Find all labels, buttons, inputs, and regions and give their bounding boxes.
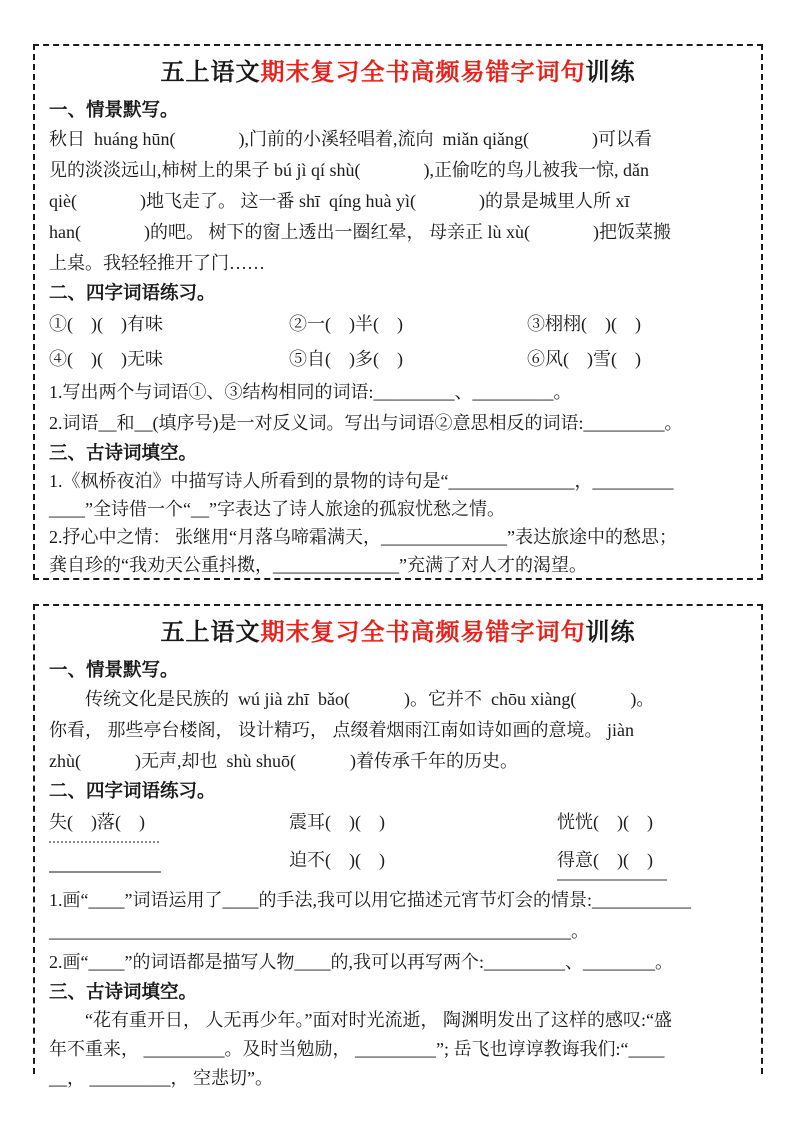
- text-line: han( )的吧。 树下的窗上透出一圈红晕， 母亲正 lù xù( )把饭菜搬: [49, 222, 671, 242]
- word-blank-item: [527, 342, 747, 377]
- text-line: 见的淡淡远山,柿树上的果子 bú jì qí shù( ),正偷吃的鸟儿被我一惊, dǎn: [49, 160, 649, 180]
- dictation-paragraph: [49, 684, 747, 777]
- question-line: 2.画“____”的词语都是描写人物____的,我可以再写两个:_________、________。: [49, 952, 673, 972]
- sheet-title: [49, 616, 747, 650]
- word-blank-text: 恍恍( )( ): [557, 812, 653, 832]
- word-blank-item: [289, 342, 527, 377]
- word-blank-text: ①( )( )有味: [49, 314, 163, 334]
- section-3-heading: 三、古诗词填空。: [49, 442, 198, 463]
- text-line: 1.《枫桥夜泊》中描写诗人所看到的景物的诗句是“______________，_________: [49, 471, 674, 491]
- question-line: 1.写出两个与词语①、③结构相同的词语:_________、_________。: [49, 382, 572, 402]
- worksheet-card-1: [33, 44, 763, 580]
- section-3-heading: 三、古诗词填空。: [49, 981, 198, 1002]
- word-blank-item: [289, 843, 557, 885]
- section-1-heading: 一、情景默写。: [49, 99, 179, 120]
- poem-fill-block: [49, 467, 747, 579]
- question-line: 1.画“____”词语运用了____的手法,我可以用它描述元宵节灯会的情景:___________: [49, 890, 691, 910]
- word-blank-text-underlined: 失( )落( ): [49, 805, 159, 843]
- word-blank-text: ③栩栩( )( ): [527, 314, 641, 334]
- blank-writing-line: [49, 849, 161, 873]
- title-suffix: 训练: [585, 619, 636, 646]
- word-blank-item: [557, 805, 747, 843]
- word-blank-item: [49, 805, 289, 843]
- text-line: __， _________， 空悲切”。: [49, 1068, 273, 1088]
- sheet-title: [49, 56, 747, 90]
- word-blank-text-underlined: 得意( )( ): [557, 843, 667, 881]
- question-line: 2.词语__和__(填序号)是一对反义词。写出与词语②意思相反的词语:_________。: [49, 413, 683, 433]
- text-line: 秋日 huáng hūn( ),门前的小溪轻唱着,流向 miǎn qiǎng( )可以看: [49, 129, 652, 149]
- question-line: __________________________________________________________。: [49, 921, 589, 941]
- poem-fill-block: [49, 1006, 747, 1093]
- word-blank-text: ⑥风( )雪( ): [527, 349, 641, 369]
- text-line: ____”全诗借一个“__”字表达了诗人旅途的孤寂忧愁之情。: [49, 499, 505, 519]
- word-blank-item: [289, 307, 527, 342]
- word-blank-text: ⑤自( )多( ): [289, 349, 403, 369]
- section-2-heading: 二、四字词语练习。: [49, 780, 216, 801]
- word-blank-item: [289, 805, 557, 843]
- title-prefix: 五上语文: [160, 619, 261, 646]
- word-blank-item: [557, 843, 747, 885]
- text-line: “花有重开日， 人无再少年。”面对时光流逝， 陶渊明发出了这样的感叹:“盛: [49, 1010, 672, 1030]
- section-1-heading: 一、情景默写。: [49, 659, 179, 680]
- text-line: 年不重来， _________。及时当勉励， _________”; 岳飞也谆谆教诲我们:“____: [49, 1039, 665, 1059]
- title-highlight: 期末复习全书高频易错字词句: [260, 59, 586, 86]
- word-blank-grid: [49, 307, 747, 377]
- word-blank-text: ②一( )半( ): [289, 314, 403, 334]
- worksheet-card-2: [33, 604, 763, 1088]
- word-blank-item: [49, 342, 289, 377]
- word-blank-item: [49, 843, 289, 885]
- text-line: zhù( )无声,却也 shù shuō( )着传承千年的历史。: [49, 751, 518, 771]
- dictation-paragraph: [49, 124, 747, 279]
- text-line: 传统文化是民族的 wú jià zhī bǎo( )。它并不 chōu xiàng( )。: [49, 689, 655, 709]
- word-blank-text: ④( )( )无味: [49, 349, 163, 369]
- section-2-heading: 二、四字词语练习。: [49, 282, 216, 303]
- word-blank-text: 震耳( )( ): [289, 812, 385, 832]
- title-highlight: 期末复习全书高频易错字词句: [260, 619, 586, 646]
- word-blank-grid: [49, 805, 747, 885]
- text-line: 2.抒心中之情： 张继用“月落乌啼霜满天，______________”表达旅途中的愁思；: [49, 527, 677, 547]
- title-suffix: 训练: [585, 59, 636, 86]
- word-blank-text: 迫不( )( ): [289, 850, 385, 870]
- text-line: 你看， 那些亭台楼阁， 设计精巧， 点缀着烟雨江南如诗如画的意境。 jiàn: [49, 720, 634, 740]
- title-prefix: 五上语文: [160, 59, 261, 86]
- text-line: qiè( )地飞走了。 这一番 shī qíng huà yì( )的景是城里人所 xī: [49, 191, 630, 211]
- text-line: 龚自珍的“我劝天公重抖擞，______________”充满了对人才的渴望。: [49, 555, 587, 575]
- text-line: 上桌。我轻轻推开了门……: [49, 253, 265, 273]
- word-blank-item: [527, 307, 747, 342]
- word-blank-item: [49, 307, 289, 342]
